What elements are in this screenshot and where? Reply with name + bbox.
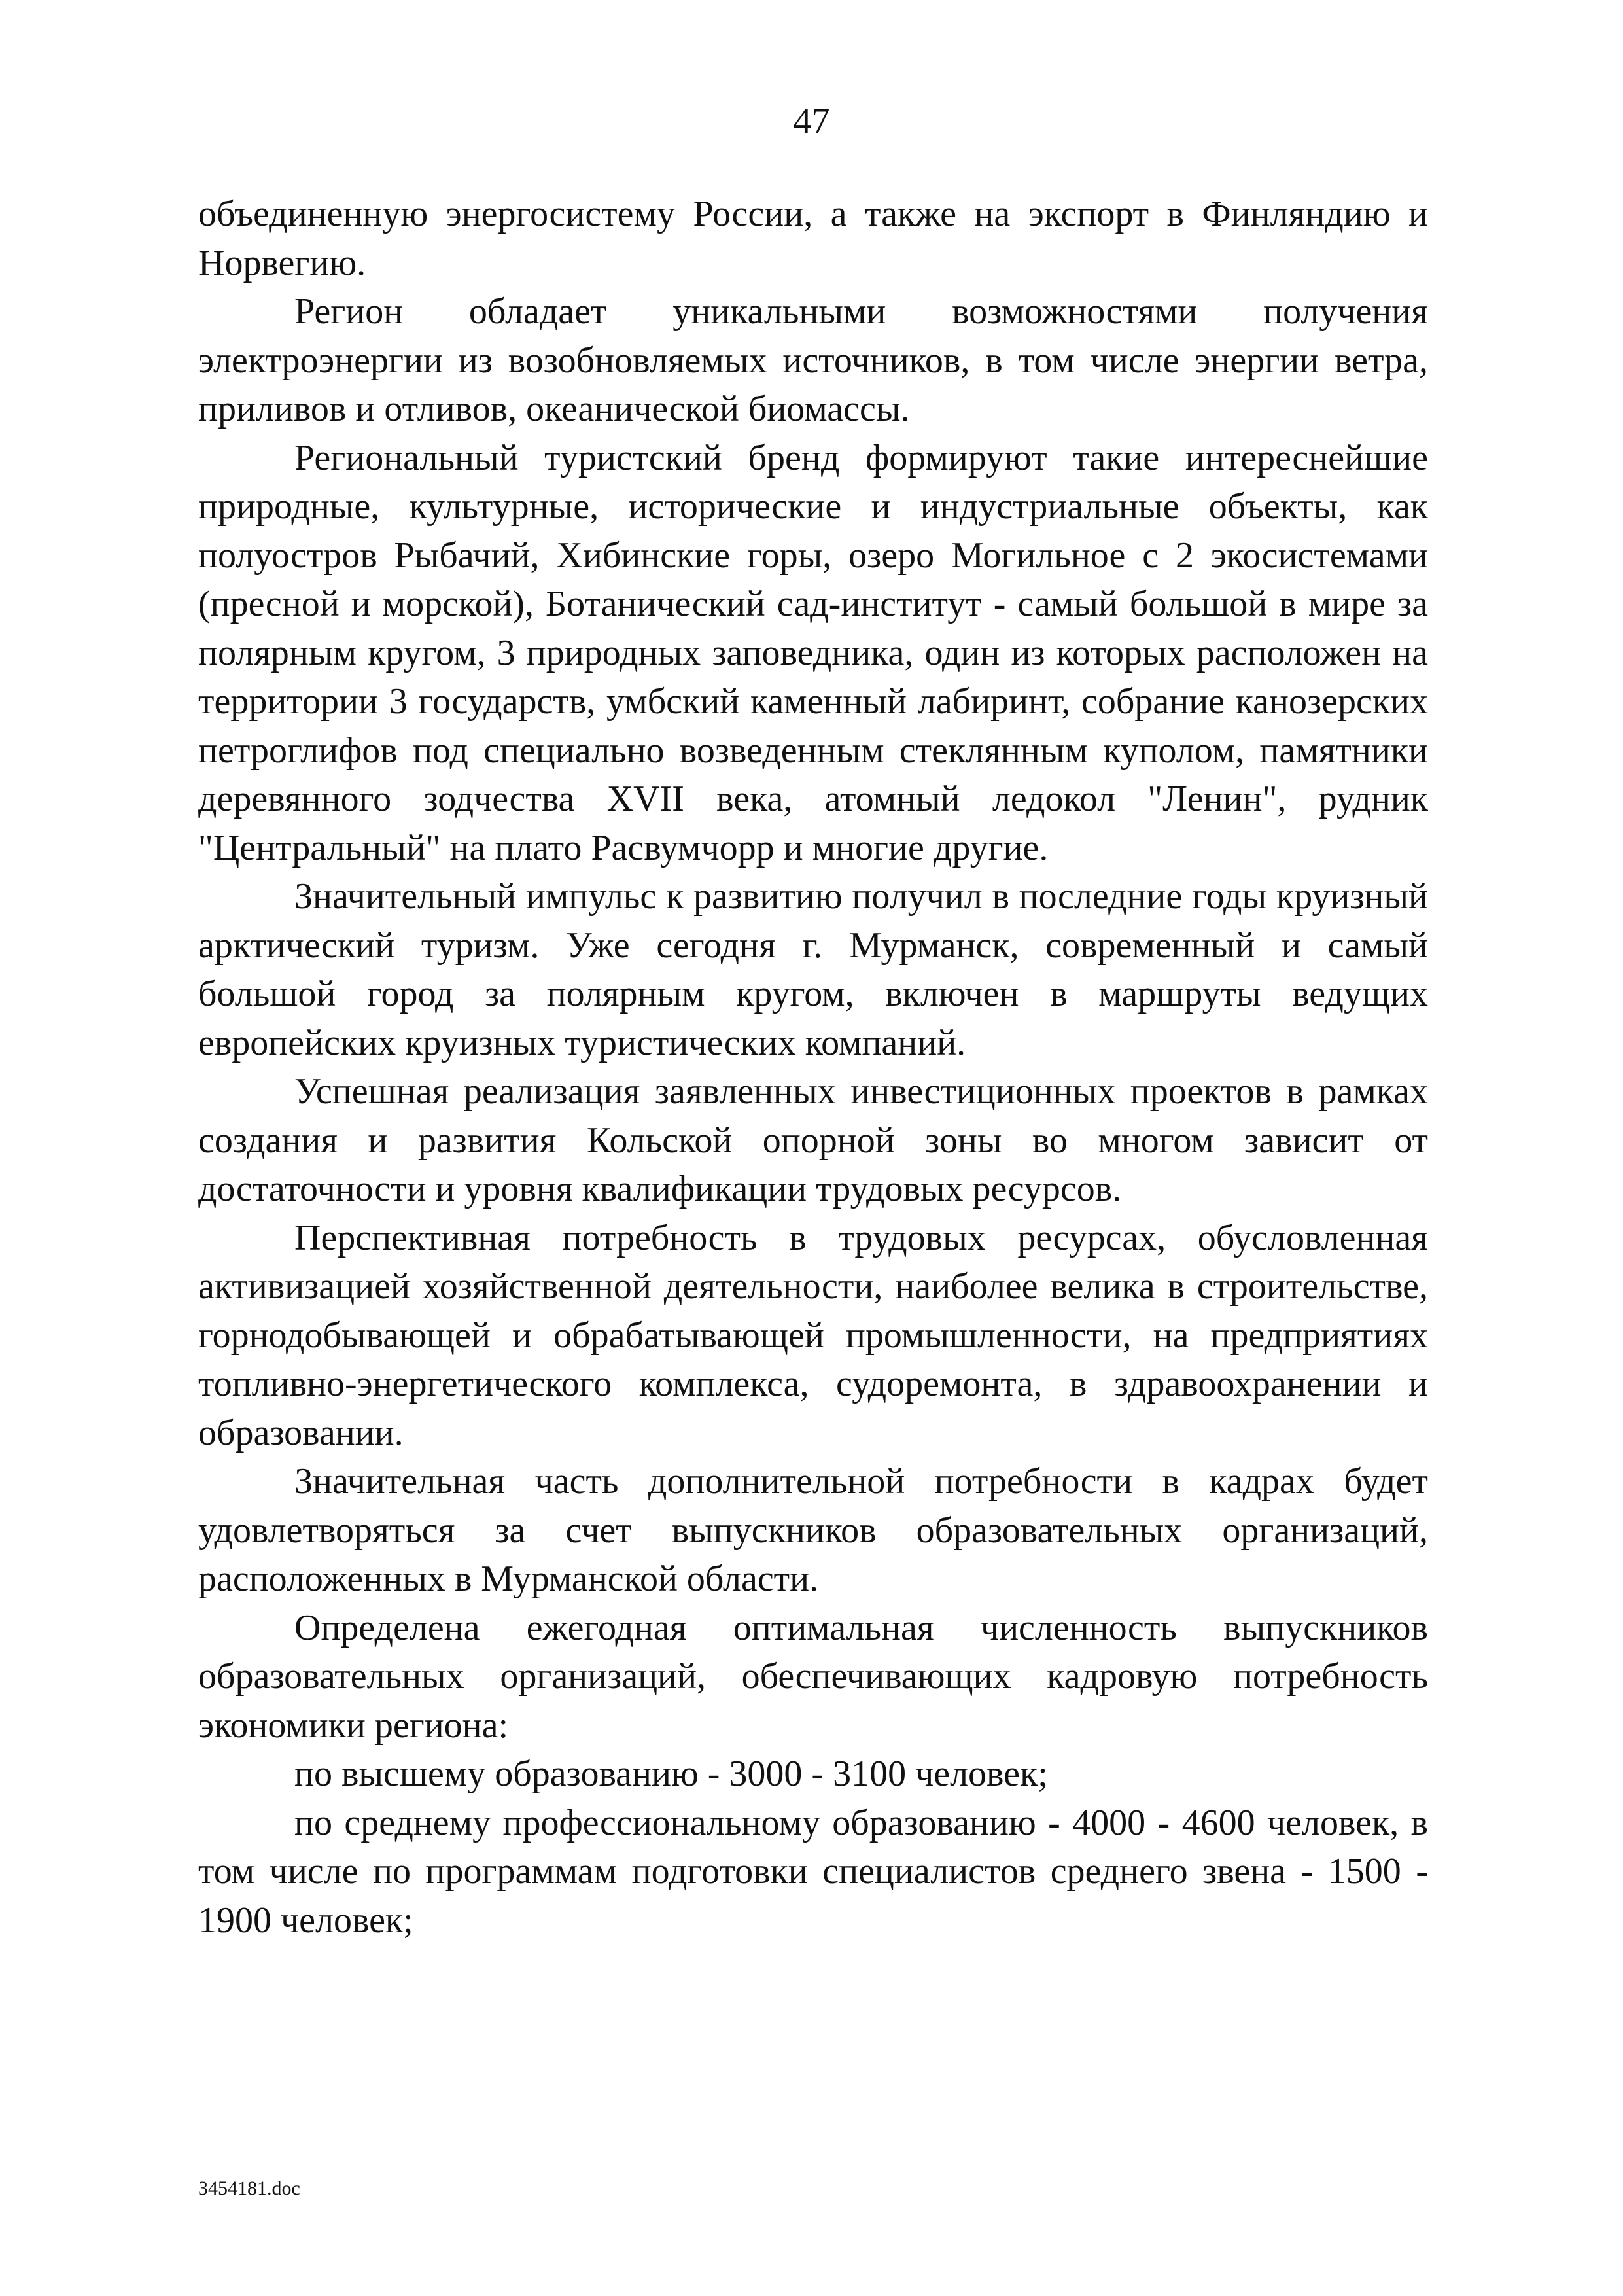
paragraph-higher-education: по высшему образованию - 3000 - 3100 человек; bbox=[294, 1754, 1048, 1794]
body-text bbox=[198, 190, 1428, 1945]
paragraph-graduates: Значительная часть дополнительной потребности в кадрах будет удовлетворяться за счет выпускников образовательных организаций, расположенных в Мурманской области. bbox=[198, 1461, 1428, 1599]
paragraph-labor-demand: Перспективная потребность в трудовых ресурсах, обусловленная активизацией хозяйственной деятельности, наиболее велика в строительстве, горнодобывающей и обрабатывающей промышленности, на предприятиях топливно-энергетического комплекса, судоремонта, в здравоохранении и образовании. bbox=[198, 1217, 1428, 1453]
paragraph-cruise-tourism: Значительный импульс к развитию получил в последние годы круизный арктический туризм. Уже сегодня г. Мурманск, современный и самый большой город за полярным кругом, включен в маршруты ведущих европейских круизных туристических компаний. bbox=[198, 876, 1428, 1063]
paragraph-optimal-number: Определена ежегодная оптимальная численность выпускников образовательных организаций, обеспечивающих кадровую потребность экономики региона: bbox=[198, 1607, 1428, 1746]
footer-doc-id: 3454181.doc bbox=[198, 2178, 300, 2199]
paragraph-continuation: объединенную энергосистему России, а также на экспорт в Финляндию и Норвегию. bbox=[198, 194, 1428, 283]
paragraph-labor-resources: Успешная реализация заявленных инвестиционных проектов в рамках создания и развития Кольской опорной зоны во многом зависит от достаточности и уровня квалификации трудовых ресурсов. bbox=[198, 1071, 1428, 1209]
paragraph-renewable-energy: Регион обладает уникальными возможностями получения электроэнергии из возобновляемых источников, в том числе энергии ветра, приливов и отливов, океанической биомассы. bbox=[198, 291, 1428, 429]
paragraph-vocational-education: по среднему профессиональному образованию - 4000 - 4600 человек, в том числе по программам подготовки специалистов среднего звена - 1500 - 1900 человек; bbox=[198, 1802, 1428, 1941]
page-number: 47 bbox=[793, 101, 830, 141]
paragraph-tourism-brand: Региональный туристский бренд формируют такие интереснейшие природные, культурные, исторические и индустриальные объекты, как полуостров Рыбачий, Хибинские горы, озеро Могильное с 2 экосистемами (пресной и морской), Ботанический сад-институт - самый большой в мире за полярным кругом, 3 природных заповедника, один из которых расположен на территории 3 государств, умбский каменный лабиринт, собрание канозерских петроглифов под специально возведенным стеклянным куполом, памятники деревянного зодчества XVII века, атомный ледокол "Ленин", рудник "Центральный" на плато Расвумчорр и многие другие. bbox=[198, 437, 1428, 868]
